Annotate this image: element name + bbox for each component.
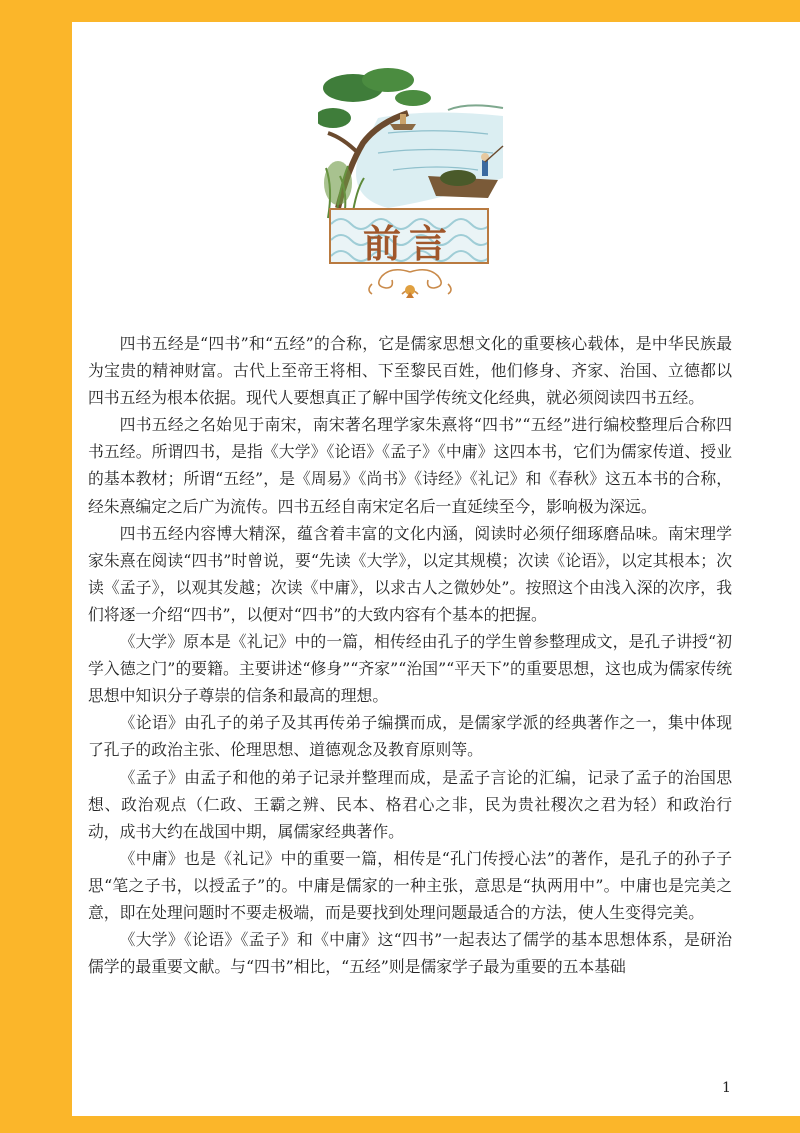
landscape-illustration [318,58,508,220]
paragraph: 四书五经是“四书”和“五经”的合称，它是儒家思想文化的重要核心载体，是中华民族最为宝贵的精神财富。古代上至帝王将相、下至黎民百姓，他们修身、齐家、治国、立德都以四书五经为根本依据。现代人要想真正了解中国学传统文化经典，就必须阅读四书五经。 [88,334,732,408]
paragraph: 四书五经内容博大精深，蕴含着丰富的文化内涵，阅读时必须仔细琢磨品味。南宋理学家朱熹在阅读“四书”时曾说，要“先读《大学》，以定其规模；次读《论语》，以定其根本；次读《孟子》，以观其发越；次读《中庸》，以求古人之微妙处”。按照这个由浅入深的次序，我们将逐一介绍“四书”，以便对“四书”的大致内容有个基本的把握。 [88,523,732,624]
page-number: 1 [722,1080,731,1096]
paragraph: 《大学》《论语》《孟子》和《中庸》这“四书”一起表达了儒学的基本思想体系，是研治儒学的最重要文献。与“四书”相比，“五经”则是儒家学子最为重要的五本基础 [88,930,732,977]
page [72,22,800,1116]
title-box [329,208,489,264]
paragraph: 《中庸》也是《礼记》中的重要一篇，相传是“孔门传授心法”的著作，是孔子的孙子子思“笔之子书，以授孟子”的。中庸是儒家的一种主张，意思是“执两用中”。中庸也是完美之意，即在处理问题时不要走极端，而是要找到处理问题最适合的方法，使人生变得完美。 [88,848,732,922]
paragraph: 《孟子》由孟子和他的弟子记录并整理而成，是孟子言论的汇编，记录了孟子的治国思想、政治观点（仁政、王霸之辨、民本、格君心之非，民为贵社稷次之君为轻）和政治行动，成书大约在战国中期，属儒家经典著作。 [88,767,732,841]
scroll-ornament [362,264,458,302]
page-title: 前言 [362,221,455,264]
paragraph: 《大学》原本是《礼记》中的一篇，相传经由孔子的学生曾参整理成文，是孔子讲授“初学入德之门”的要籍。主要讲述“修身”“齐家”“治国”“平天下”的重要思想，这也成为儒家传统思想中知识分子尊崇的信条和最高的理想。 [88,632,732,706]
preface-body [88,330,732,980]
paragraph: 四书五经之名始见于南宋，南宋著名理学家朱熹将“四书”“五经”进行编校整理后合称四书五经。所谓四书，是指《大学》《论语》《孟子》《中庸》这四本书，它们为儒家传道、授业的基本教材；所谓“五经”，是《周易》《尚书》《诗经》《礼记》和《春秋》这五本书的合称，经朱熹编定之后广为流传。四书五经自南宋定名后一直延续至今，影响极为深远。 [88,415,732,516]
paragraph: 《论语》由孔子的弟子及其再传弟子编撰而成，是儒家学派的经典著作之一，集中体现了孔子的政治主张、伦理思想、道德观念及教育原则等。 [88,713,732,760]
